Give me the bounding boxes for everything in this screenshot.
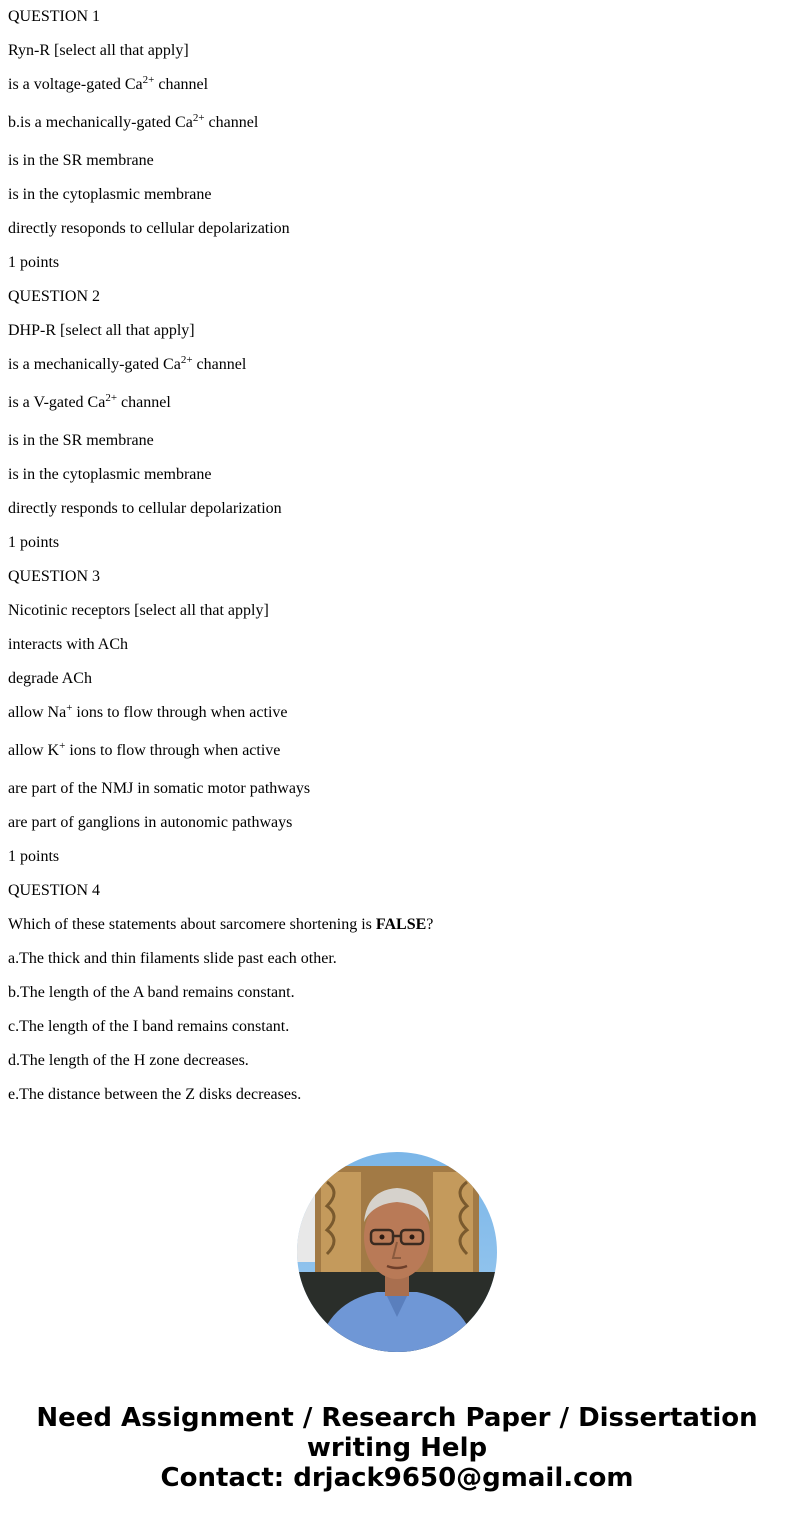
promo-line: Need Assignment / Research Paper / Dissertation [36, 1403, 758, 1433]
answer-option[interactable]: e.The distance between the Z disks decreases. [8, 1086, 302, 1103]
answer-option[interactable]: interacts with ACh [8, 636, 128, 653]
answer-option[interactable]: are part of the NMJ in somatic motor pathways [8, 780, 311, 797]
author-photo [297, 1152, 497, 1352]
question-4 [8, 882, 786, 1120]
answer-option[interactable]: is in the cytoplasmic membrane [8, 186, 212, 203]
question-heading: QUESTION 4 [8, 882, 100, 899]
answer-option[interactable]: is in the cytoplasmic membrane [8, 466, 212, 483]
answer-option[interactable]: is a mechanically-gated $Ca^{2+}$ channel [8, 354, 247, 373]
question-points: 1 points [8, 254, 60, 271]
answer-option[interactable]: is in the SR membrane [8, 432, 154, 449]
emphasis-false: FALSE [375, 916, 427, 933]
answer-option[interactable]: allow K+ ions to flow through when active [8, 740, 281, 759]
promo-contact[interactable]: Contact: drjack9650@gmail.com [160, 1463, 634, 1493]
question-prompt: Ryn-R [select all that apply] [8, 42, 189, 59]
question-points: 1 points [8, 848, 60, 865]
question-heading: QUESTION 2 [8, 288, 100, 305]
answer-option[interactable]: b.is a mechanically-gated $Ca^{2+}$ channel [8, 112, 259, 131]
question-prompt: Which of these statements about sarcomere shortening is FALSE? [8, 916, 434, 933]
question-3 [8, 568, 786, 882]
question-heading: QUESTION 1 [8, 8, 100, 25]
answer-option[interactable]: directly resoponds to cellular depolarization [8, 220, 290, 237]
question-prompt: DHP-R [select all that apply] [8, 322, 195, 339]
portrait-illustration [297, 1152, 497, 1352]
question-prompt: Nicotinic receptors [select all that apply] [8, 602, 269, 619]
question-heading: QUESTION 3 [8, 568, 100, 585]
question-1 [8, 8, 786, 288]
answer-option[interactable]: b.The length of the A band remains constant. [8, 984, 295, 1001]
question-2 [8, 288, 786, 568]
answer-option[interactable]: are part of ganglions in autonomic pathways [8, 814, 293, 831]
answer-option[interactable]: c.The length of the I band remains constant. [8, 1018, 290, 1035]
question-points: 1 points [8, 534, 60, 551]
answer-option[interactable]: directly responds to cellular depolarization [8, 500, 282, 517]
answer-option[interactable]: is a voltage-gated $Ca^{2+}$ channel [8, 74, 209, 93]
answer-option[interactable]: allow Na+ ions to flow through when active [8, 702, 288, 721]
answer-option[interactable]: degrade ACh [8, 670, 92, 687]
promo-line: writing Help [306, 1433, 488, 1463]
promo-banner [0, 1403, 794, 1493]
answer-option[interactable]: is in the SR membrane [8, 152, 154, 169]
answer-option[interactable]: a.The thick and thin filaments slide past each other. [8, 950, 337, 967]
answer-option[interactable]: is a V-gated $Ca^{2+}$ channel [8, 392, 171, 411]
answer-option[interactable]: d.The length of the H zone decreases. [8, 1052, 249, 1069]
